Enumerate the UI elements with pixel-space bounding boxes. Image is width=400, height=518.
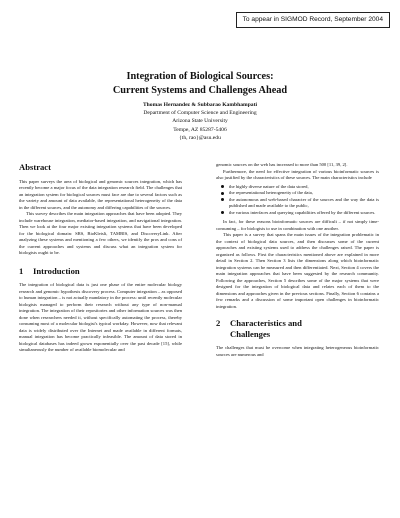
author-block — [20, 101, 380, 142]
publication-banner: To appear in SIGMOD Record, September 2004 — [236, 12, 390, 28]
right-paragraph-0: genomic sources on the web has increased to more than 500 [11, 39, 2]. — [216, 162, 348, 167]
title-line-1: Integration of Biological Sources: — [126, 71, 274, 82]
abstract-paragraph-2: This survey describes the main integration approaches that have been adopted. They include warehouse integration, mediator-based integration, and navigational integration. Then we look at the four major existing integration systems that have been developed for the biological domain: SRS, BioKleisli, TAMBIS, and DiscoveryLink. After analyzing these systems and mentioning a few others, we identify the pros and cons of the current approaches and systems and discuss what an integration system for biologists ought to be. — [19, 211, 182, 255]
section-title-line-2: Challenges — [230, 328, 271, 339]
list-item-text: the representational heterogeneity of the data, — [229, 190, 313, 195]
abstract-heading: Abstract — [19, 162, 51, 172]
characteristics-list — [216, 184, 379, 217]
paper-title — [20, 70, 380, 98]
author-names: Thomas Hernandez & Subbarao Kambhampati — [142, 102, 258, 108]
left-column — [19, 162, 182, 354]
introduction-heading — [19, 266, 182, 277]
author-department: Department of Computer Science and Engineering — [143, 110, 257, 117]
right-paragraph-1: Furthermore, the need for effective integration of various bioinformatic sources is also justified by the characteristics of these sources. The main characteristics include — [216, 168, 379, 180]
list-item-text: the autonomous and web-based character of the sources and the way the data is published and made available to the public, — [229, 196, 379, 208]
title-line-2: Current Systems and Challenges Ahead — [112, 85, 288, 96]
section-title: Introduction — [33, 265, 80, 276]
right-paragraph-3: This paper is a survey that spans the main issues of the integration problematic in the context of biological data sources, and then discusses some of the current approaches and existing systems used to address the challenges raised. The paper is organized as follows. First the characteristics mentioned above are explained in more detail in Section 2. Then Section 3 lists the dimensions along which bioinformatic integration systems can be measured and then differentiated. Next, Section 4 covers the main integration approaches that have been suggested by the research community. Following the approaches, Section 5 describes some of the major systems that were designed for the integration of biological data and relates each of them to the dimensions and approaches given in the previous sections. Finally, Section 6 contains a few remarks and a discussion of some important open challenges in bioinformatic integration. — [216, 232, 379, 309]
bullet-icon — [221, 198, 224, 201]
list-item — [229, 197, 379, 210]
section-title-line-1: Characteristics and — [230, 318, 302, 328]
bullet-icon — [221, 192, 224, 195]
list-item-text: the various interfaces and querying capabilities offered by the different sources. — [229, 209, 376, 215]
list-item-text: the highly diverse nature of the data stored, — [229, 183, 309, 189]
bullet-icon — [221, 185, 224, 188]
right-paragraph-4: The challenges that must be overcome when integrating heterogeneous bioinformatic sources are numerous and — [216, 345, 379, 357]
right-column — [216, 162, 379, 358]
author-email: {th, rao}@asu.edu — [179, 134, 221, 141]
section-number: 1 — [19, 265, 24, 276]
list-item — [229, 210, 379, 217]
author-university: Arizona State University — [172, 118, 228, 125]
right-paragraph-2: In fact, for these reasons bioinformatic sources are difficult – if not simply time-consuming – for biologists to use in combination with one another. — [216, 219, 379, 231]
abstract-paragraph-1: This paper surveys the area of biological and genomic sources integration, which has recently become a major focus of the data integration research field. The challenges that an integration system for biological sources must face are due to several factors such as the variety and amount of data available, the representational heterogeneity of the data in the different sources, and the autonomy and differing capabilities of the sources. — [19, 178, 182, 210]
bullet-icon — [221, 211, 224, 214]
section-number: 2 — [216, 318, 221, 328]
author-address: Tempe, AZ 85287-5406 — [173, 126, 227, 133]
introduction-paragraph-1: The integration of biological data is just one phase of the entire molecular biology research and genomic hypothesis discovery process. Computer integration – as opposed to human integration – is not actually mandatory in the process: until recently molecular biologists managed to perform their research without any type of non-manual integration. The integration of their repositories and other information sources was then done when researchers needed it, without specifically automating the process, thereby consuming most of a molecular biologist's typical workday. However, now that relevant data is widely distributed over the Internet and made available in different formats, manual integration has become practically infeasible. The amount of data stored in biological databases has indeed grown exponentially over the past decade [15], while simultaneously the number of available biomolecular and — [19, 282, 182, 352]
characteristics-heading — [216, 318, 379, 339]
